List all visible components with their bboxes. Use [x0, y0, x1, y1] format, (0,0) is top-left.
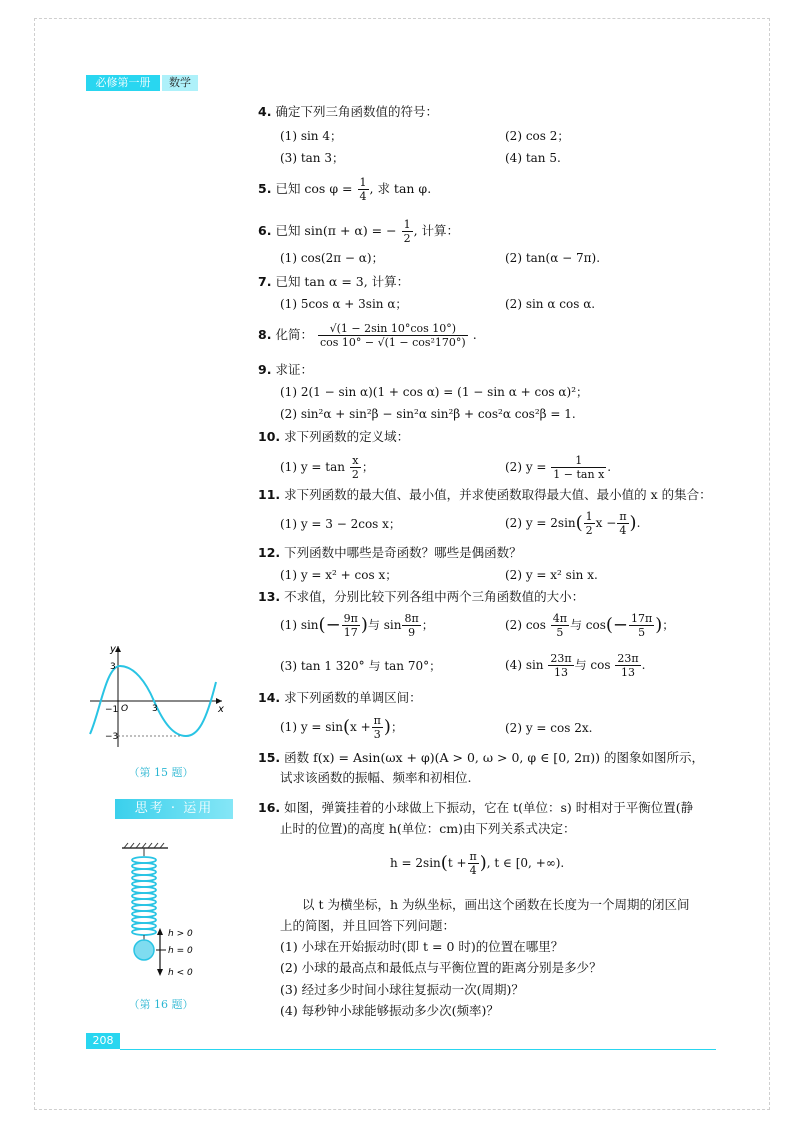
text: ；: [421, 618, 434, 632]
denominator: 4: [619, 524, 627, 537]
fraction: [358, 176, 369, 203]
q4-part-1: (1) sin 4；: [280, 129, 342, 143]
question-text-post: .: [472, 327, 477, 342]
question-14: [258, 690, 422, 706]
q11-part-2: [505, 510, 640, 537]
question-number: 4.: [258, 104, 272, 119]
denominator: 2: [403, 232, 411, 245]
numerator: x: [350, 454, 361, 468]
numerator: 17π: [631, 612, 653, 625]
paren: (: [575, 512, 583, 534]
text: (2) y = 2sin: [505, 516, 576, 530]
question-number: 7.: [258, 274, 272, 289]
text: (1) sin: [280, 618, 319, 632]
numerator: 1: [551, 454, 606, 468]
x-pos-label: 3: [152, 704, 158, 714]
question-13: [258, 589, 584, 605]
text: 与 cos: [574, 658, 611, 672]
q13-part-1: [280, 612, 434, 639]
question-number: 5.: [258, 181, 272, 196]
up-arrow-icon: [157, 928, 163, 935]
paragraph-line-2: 上的简图，并且回答下列问题：: [280, 918, 456, 933]
q11-part-1: (1) y = 3 − 2cos x；: [280, 517, 401, 531]
question-number: 14.: [258, 690, 281, 705]
question-text: 不求值，分别比较下列各组中两个三角函数值的大小：: [284, 589, 585, 604]
numerator: π: [619, 510, 627, 523]
paren: (−: [318, 614, 341, 636]
fraction: [318, 322, 468, 349]
denominator: 3: [373, 728, 381, 741]
text: 与 cos: [569, 618, 606, 632]
footer-rule: [120, 1049, 716, 1050]
question-text-pre: 已知 cos φ =: [275, 181, 353, 196]
denominator: 13: [620, 666, 635, 679]
fraction: [548, 652, 573, 679]
spring-figure: [110, 842, 220, 992]
question-text: 求下列函数的最大值、最小值，并求使函数取得最大值、最小值的 x 的集合：: [284, 487, 712, 502]
q10-part-2: [505, 454, 611, 481]
y-max-label: 3: [110, 662, 116, 672]
fraction: [551, 454, 606, 481]
question-15-line-2: 试求该函数的振幅、频率和初相位.: [280, 770, 472, 785]
denominator: 2: [585, 524, 593, 537]
sine-graph-figure: [88, 642, 228, 752]
q10-part-1: [280, 454, 374, 481]
numerator: 23π: [550, 652, 572, 665]
header-book-tab: 必修第一册: [86, 75, 160, 91]
q4-part-2: (2) cos 2；: [505, 129, 570, 143]
text: (1) y = tan: [280, 460, 345, 474]
paren: (: [440, 852, 448, 874]
numerator: 1: [403, 218, 411, 231]
question-7: [258, 274, 409, 290]
fraction: [551, 612, 569, 639]
question-text: 已知 tan α = 3, 计算：: [275, 274, 410, 289]
q4-part-3: (3) tan 3；: [280, 151, 344, 165]
text: .: [636, 516, 641, 530]
q6-part-1: (1) cos(2π − α)；: [280, 251, 384, 265]
question-10: [258, 429, 409, 445]
q16-part-2: (2) 小球的最高点和最低点与平衡位置的距离分别是多少？: [280, 960, 602, 975]
x-neg-label: −1: [105, 705, 119, 715]
paren: ): [629, 512, 637, 534]
question-number: 12.: [258, 545, 281, 560]
question-text: 函数 f(x) = Asin(ωx + φ)(A > 0, ω > 0, φ ∈ [0, 2π)) 的图象如图所示，: [284, 750, 704, 765]
fraction: [372, 714, 383, 741]
spring-coils: [132, 857, 156, 935]
h-zero-label: h = 0: [168, 946, 193, 956]
text: (2) y =: [505, 460, 547, 474]
numerator: π: [469, 850, 477, 863]
question-number: 13.: [258, 589, 281, 604]
text: ；: [390, 720, 403, 734]
denominator: 13: [553, 666, 568, 679]
q12-part-1: (1) y = x² + cos x；: [280, 568, 398, 582]
denominator: 17: [343, 626, 358, 639]
question-text: 下列函数中哪些是奇函数？哪些是偶函数？: [284, 545, 522, 560]
question-number: 15.: [258, 750, 281, 765]
q7-part-2: (2) sin α cos α.: [505, 297, 596, 311]
y-axis-label: y: [110, 644, 116, 655]
origin-label: O: [121, 704, 129, 714]
numerator: 23π: [617, 652, 639, 665]
denominator: 2: [351, 468, 359, 481]
fraction: [468, 850, 479, 877]
fraction: [615, 652, 640, 679]
paren: ): [479, 852, 487, 874]
denominator: 5: [638, 626, 646, 639]
paren: ): [383, 716, 391, 738]
question-text-pre: 已知 sin(π + α) = −: [275, 223, 397, 238]
q7-part-1: (1) 5cos α + 3sin α；: [280, 297, 408, 311]
paren: (−: [605, 614, 629, 636]
q9-part-2: (2) sin²α + sin²β − sin²α sin²β + cos²α cos²β = 1.: [280, 407, 576, 421]
question-4: [258, 104, 438, 120]
x-axis-label: x: [218, 704, 224, 715]
q13-part-3: (3) tan 1 320° 与 tan 70°；: [280, 659, 442, 673]
numerator: 9π: [343, 612, 358, 625]
question-8: [258, 322, 477, 349]
question-text-post: , 求 tan φ.: [369, 181, 432, 196]
question-text: 求证：: [275, 362, 313, 377]
h-negative-label: h < 0: [168, 968, 193, 978]
question-11: [258, 487, 712, 503]
q16-part-3: (3) 经过多少时间小球往复振动一次(周期)？: [280, 982, 524, 997]
fraction: [584, 510, 595, 537]
numerator: 1: [359, 176, 367, 189]
ball: [134, 940, 154, 960]
q16-part-1: (1) 小球在开始振动时(即 t = 0 时)的位置在哪里？: [280, 939, 564, 954]
page-number: 208: [86, 1033, 120, 1049]
question-text: 求下列函数的定义域：: [284, 429, 410, 444]
q14-part-1: (1) y = sin(x + $\frac{\pi}{3}$ )；: [280, 714, 403, 741]
question-number: 9.: [258, 362, 272, 377]
numerator: π: [373, 714, 381, 727]
denominator: 1 − tan x: [553, 468, 605, 481]
q14-part-2: (2) y = cos 2x.: [505, 721, 593, 735]
text: (2) cos: [505, 618, 546, 632]
denominator: 4: [359, 190, 367, 203]
text: .: [607, 460, 612, 474]
question-15: [258, 750, 704, 766]
question-16-line-2: 止时的位置)的高度 h(单位：cm)由下列关系式决定：: [280, 821, 576, 836]
height-formula: h = 2sin(t + $\frac{\pi}{4}$ ), t ∈ [0, +∞).: [390, 850, 565, 877]
fraction: [402, 612, 420, 639]
denominator: 4: [469, 864, 477, 877]
question-number: 10.: [258, 429, 281, 444]
fraction: [629, 612, 654, 639]
text: h = 2sin: [390, 856, 441, 870]
y-min-label: −3: [105, 732, 119, 742]
text: (1) y = sin: [280, 720, 343, 734]
paren: ): [655, 614, 663, 636]
question-number: 16.: [258, 800, 281, 815]
fraction: [402, 218, 413, 245]
text: 与 sin: [367, 618, 402, 632]
question-6: [258, 218, 459, 245]
q12-part-2: (2) y = x² sin x.: [505, 568, 598, 582]
q16-part-4: (4) 每秒钟小球能够振动多少次(频率)？: [280, 1003, 499, 1018]
text: ；: [662, 618, 675, 632]
question-text: 求下列函数的单调区间：: [284, 690, 422, 705]
question-16: [258, 800, 693, 816]
section-banner: 思考 · 运用: [115, 799, 233, 819]
down-arrow-icon: [157, 969, 163, 976]
text: ；: [361, 460, 374, 474]
numerator: 8π: [404, 612, 419, 625]
h-positive-label: h > 0: [168, 929, 193, 939]
question-5: [258, 176, 431, 203]
question-text-pre: 化简：: [275, 327, 313, 342]
denominator: 9: [408, 626, 416, 639]
denominator: cos 10° − √(1 − cos²170°): [319, 336, 466, 349]
fraction: [350, 454, 361, 481]
fraction: [617, 510, 628, 537]
q13-part-2: [505, 612, 674, 639]
question-text: 如图，弹簧挂着的小球做上下振动，它在 t(单位：s) 时相对于平衡位置(静: [284, 800, 694, 815]
denominator: 5: [556, 626, 564, 639]
question-9: [258, 362, 313, 378]
question-text-post: , 计算：: [413, 223, 460, 238]
question-number: 8.: [258, 327, 272, 342]
paren: ): [360, 614, 368, 636]
q6-part-2: (2) tan(α − 7π).: [505, 251, 601, 265]
header-subject-tab: 数学: [162, 75, 198, 91]
fraction: [342, 612, 360, 639]
text: , t ∈ [0, +∞).: [486, 856, 565, 870]
q13-part-4: [505, 652, 645, 679]
numerator: 1: [585, 510, 593, 523]
text: x −: [595, 516, 617, 530]
paragraph-line-1: 以 t 为横坐标，h 为纵坐标，画出这个函数在长度为一个周期的闭区间: [302, 897, 690, 912]
paren: (: [343, 716, 351, 738]
question-number: 11.: [258, 487, 281, 502]
figure-15-caption: （第 15 题）: [128, 766, 194, 779]
question-text: 确定下列三角函数值的符号：: [275, 104, 438, 119]
q4-part-4: (4) tan 5.: [505, 151, 561, 165]
numerator: √(1 − 2sin 10°cos 10°): [318, 322, 468, 336]
figure-16-caption: （第 16 题）: [128, 998, 194, 1011]
question-12: [258, 545, 522, 561]
text: (4) sin: [505, 658, 544, 672]
numerator: 4π: [552, 612, 567, 625]
q9-part-1: (1) 2(1 − sin α)(1 + cos α) = (1 − sin α + cos α)²；: [280, 385, 588, 399]
text: .: [641, 658, 646, 672]
question-number: 6.: [258, 223, 272, 238]
